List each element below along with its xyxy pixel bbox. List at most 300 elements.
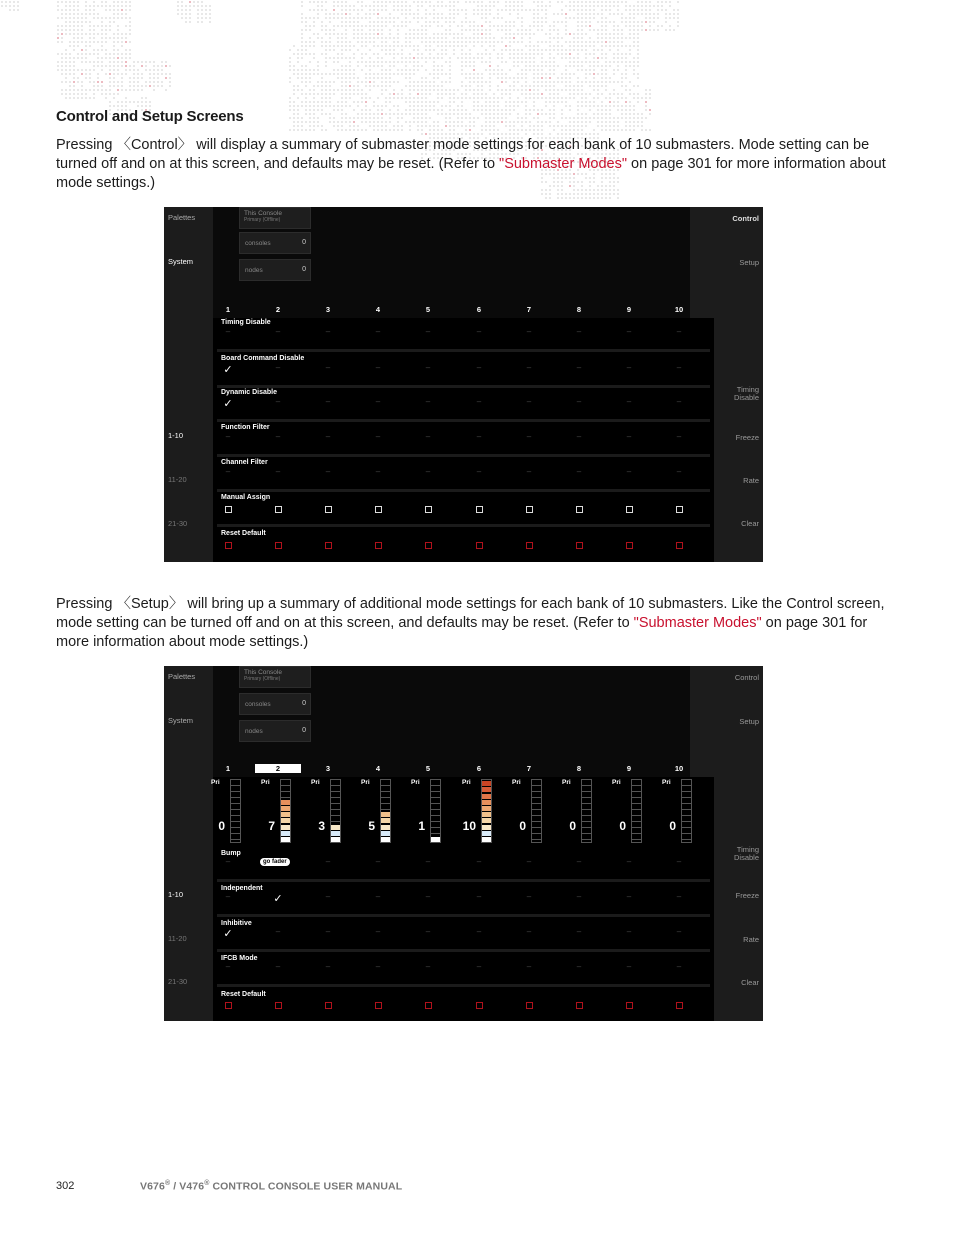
mode-off-dash[interactable]: – (476, 432, 482, 441)
map-dot (533, 25, 535, 27)
checkmark-icon[interactable]: ✓ (223, 364, 233, 376)
map-dot (385, 17, 387, 19)
map-dot (441, 49, 443, 51)
map-dot (529, 37, 531, 39)
setup-softkey[interactable]: Setup (739, 258, 759, 267)
row-divider (217, 349, 710, 352)
checkmark-icon[interactable]: ✓ (223, 928, 233, 940)
mode-off-dash[interactable]: – (476, 467, 482, 476)
bank-11-20-button[interactable]: 11-20 (168, 934, 187, 943)
map-dot (425, 45, 427, 47)
mode-off-dash[interactable]: – (526, 927, 532, 936)
map-dot (477, 5, 479, 7)
mode-off-dash[interactable]: – (275, 467, 281, 476)
mode-off-dash[interactable]: – (375, 327, 381, 336)
map-dot (141, 85, 143, 87)
mode-off-dash[interactable]: – (325, 857, 331, 866)
mode-off-dash[interactable]: – (325, 327, 331, 336)
map-dot (501, 53, 503, 55)
mode-off-dash[interactable]: – (526, 432, 532, 441)
map-dot (381, 69, 383, 71)
mode-off-dash[interactable]: – (325, 397, 331, 406)
freeze-softkey[interactable]: Freeze (735, 433, 759, 442)
rate-softkey[interactable]: Rate (743, 476, 759, 485)
reset-default-box[interactable] (275, 1002, 282, 1009)
map-dot (309, 113, 311, 115)
map-dot (617, 57, 619, 59)
mode-toggle-box[interactable] (576, 506, 583, 513)
mode-off-dash[interactable]: – (425, 397, 431, 406)
map-dot (469, 133, 471, 135)
map-dot (349, 121, 351, 123)
mode-off-dash[interactable]: – (526, 962, 532, 971)
map-dot (325, 61, 327, 63)
map-dot (329, 101, 331, 103)
mode-off-dash[interactable]: – (576, 432, 582, 441)
map-dot (597, 109, 599, 111)
map-dot (365, 105, 367, 107)
map-dot (613, 41, 615, 43)
reset-default-box[interactable] (375, 1002, 382, 1009)
map-dot (601, 5, 603, 7)
column-number-4[interactable]: 4 (375, 305, 381, 314)
mode-off-dash[interactable]: – (325, 363, 331, 372)
mode-off-dash[interactable]: – (375, 397, 381, 406)
map-dot (341, 73, 343, 75)
mode-off-dash[interactable]: – (225, 327, 231, 336)
mode-off-dash[interactable]: – (676, 327, 682, 336)
map-dot (65, 97, 67, 99)
mode-off-dash[interactable]: – (275, 962, 281, 971)
mode-off-dash[interactable]: – (676, 857, 682, 866)
mode-off-dash[interactable]: – (626, 962, 632, 971)
mode-off-dash[interactable]: – (676, 962, 682, 971)
mode-off-dash[interactable]: – (626, 397, 632, 406)
map-dot (361, 97, 363, 99)
mode-off-dash[interactable]: – (375, 467, 381, 476)
column-number-4[interactable]: 4 (375, 764, 381, 773)
mode-off-dash[interactable]: – (626, 432, 632, 441)
map-dot (633, 121, 635, 123)
mode-toggle-box[interactable] (425, 542, 432, 549)
mode-toggle-box[interactable] (626, 542, 633, 549)
map-dot (89, 73, 91, 75)
map-dot (569, 17, 571, 19)
mode-off-dash[interactable]: – (425, 962, 431, 971)
map-dot (413, 29, 415, 31)
map-dot (469, 97, 471, 99)
map-dot (489, 81, 491, 83)
map-dot (9, 9, 11, 11)
map-dot (465, 45, 467, 47)
rate-softkey[interactable]: Rate (743, 935, 759, 944)
map-dot (69, 85, 71, 87)
map-dot (313, 57, 315, 59)
map-dot (369, 109, 371, 111)
column-number-8[interactable]: 8 (576, 305, 582, 314)
mode-off-dash[interactable]: – (325, 467, 331, 476)
map-dot (437, 109, 439, 111)
map-dot (573, 65, 575, 67)
mode-toggle-box[interactable] (676, 506, 683, 513)
mode-off-dash[interactable]: – (225, 467, 231, 476)
column-number-7[interactable]: 7 (526, 764, 532, 773)
map-dot (525, 133, 527, 135)
map-dot (125, 41, 127, 43)
map-dot (61, 9, 63, 11)
mode-toggle-box[interactable] (476, 506, 483, 513)
map-dot (405, 5, 407, 7)
map-dot (597, 73, 599, 75)
submaster-modes-link[interactable]: "Submaster Modes" (499, 156, 628, 172)
column-number-9[interactable]: 9 (626, 764, 632, 773)
map-dot (561, 77, 563, 79)
mode-toggle-box[interactable] (425, 506, 432, 513)
bank-11-20-button[interactable]: 11-20 (168, 475, 187, 484)
checkmark-icon[interactable]: ✓ (223, 398, 233, 410)
map-dot (325, 53, 327, 55)
map-dot (145, 69, 147, 71)
timing-disable-softkey[interactable]: Timing Disable (733, 385, 759, 402)
map-dot (449, 1, 451, 3)
mode-off-dash[interactable]: – (476, 927, 482, 936)
column-number-1[interactable]: 1 (225, 764, 231, 773)
reset-default-box[interactable] (676, 1002, 683, 1009)
map-dot (445, 33, 447, 35)
mode-off-dash[interactable]: – (476, 892, 482, 901)
mode-off-dash[interactable]: – (526, 327, 532, 336)
map-dot (341, 97, 343, 99)
bank-21-30-button[interactable]: 21-30 (168, 977, 188, 986)
mode-off-dash[interactable]: – (676, 467, 682, 476)
mode-off-dash[interactable]: – (526, 467, 532, 476)
column-number-10[interactable]: 10 (674, 305, 684, 314)
map-dot (369, 61, 371, 63)
mode-off-dash[interactable]: – (676, 892, 682, 901)
section-title: Control and Setup Screens (56, 108, 244, 125)
mode-off-dash[interactable]: – (225, 892, 231, 901)
consoles-label: consoles (245, 240, 271, 247)
reset-default-box[interactable] (476, 1002, 483, 1009)
map-dot (489, 5, 491, 7)
mode-off-dash[interactable]: – (425, 327, 431, 336)
map-dot (489, 133, 491, 135)
map-dot (381, 29, 383, 31)
map-dot (469, 21, 471, 23)
mode-off-dash[interactable]: – (576, 892, 582, 901)
clear-softkey[interactable]: Clear (741, 519, 759, 528)
priority-label: Pri (261, 779, 270, 786)
map-dot (629, 93, 631, 95)
map-dot (609, 109, 611, 111)
column-number-6[interactable]: 6 (476, 305, 482, 314)
map-dot (453, 21, 455, 23)
map-dot (401, 45, 403, 47)
mode-off-dash[interactable]: – (425, 432, 431, 441)
mode-off-dash[interactable]: – (375, 363, 381, 372)
map-dot (437, 121, 439, 123)
map-dot (397, 29, 399, 31)
bank-21-30-button[interactable]: 21-30 (168, 519, 188, 528)
map-dot (553, 85, 555, 87)
map-dot (333, 93, 335, 95)
map-dot (129, 9, 131, 11)
mode-off-dash[interactable]: – (576, 397, 582, 406)
mode-off-dash[interactable]: – (626, 467, 632, 476)
mode-off-dash[interactable]: – (576, 363, 582, 372)
clear-softkey[interactable]: Clear (741, 978, 759, 987)
mode-off-dash[interactable]: – (375, 857, 381, 866)
palettes-button[interactable]: Palettes (168, 672, 196, 681)
map-dot (433, 121, 435, 123)
map-dot (509, 5, 511, 7)
column-number-2[interactable]: 2 (255, 764, 301, 773)
mode-off-dash[interactable]: – (676, 432, 682, 441)
map-dot (361, 109, 363, 111)
mode-off-dash[interactable]: – (275, 927, 281, 936)
map-dot (329, 49, 331, 51)
map-dot (97, 5, 99, 7)
timing-disable-softkey[interactable]: Timing Disable (733, 845, 759, 862)
map-dot (413, 97, 415, 99)
map-dot (305, 81, 307, 83)
map-dot (133, 81, 135, 83)
map-dot (321, 93, 323, 95)
freeze-softkey[interactable]: Freeze (735, 891, 759, 900)
map-dot (597, 57, 599, 59)
map-dot (361, 57, 363, 59)
map-dot (561, 89, 563, 91)
mode-toggle-box[interactable] (526, 542, 533, 549)
map-dot (477, 105, 479, 107)
column-number-8[interactable]: 8 (576, 764, 582, 773)
map-dot (525, 81, 527, 83)
map-dot (581, 97, 583, 99)
mode-off-dash[interactable]: – (425, 857, 431, 866)
mode-off-dash[interactable]: – (275, 432, 281, 441)
mode-toggle-box[interactable] (526, 506, 533, 513)
map-dot (569, 97, 571, 99)
control-softkey[interactable]: Control (734, 673, 759, 682)
mode-off-dash[interactable]: – (476, 857, 482, 866)
mode-off-dash[interactable]: – (576, 857, 582, 866)
map-dot (573, 121, 575, 123)
mode-toggle-box[interactable] (676, 542, 683, 549)
mode-toggle-box[interactable] (325, 542, 332, 549)
mode-off-dash[interactable]: – (425, 363, 431, 372)
map-dot (461, 49, 463, 51)
map-dot (433, 109, 435, 111)
reset-default-box[interactable] (325, 1002, 332, 1009)
mode-off-dash[interactable]: – (425, 467, 431, 476)
map-dot (489, 109, 491, 111)
mode-off-dash[interactable]: – (375, 432, 381, 441)
map-dot (553, 93, 555, 95)
mode-off-dash[interactable]: – (526, 857, 532, 866)
mode-off-dash[interactable]: – (526, 363, 532, 372)
map-dot (17, 5, 19, 7)
mode-toggle-box[interactable] (626, 506, 633, 513)
mode-toggle-box[interactable] (325, 506, 332, 513)
mode-off-dash[interactable]: – (275, 327, 281, 336)
mode-off-dash[interactable]: – (476, 363, 482, 372)
mode-off-dash[interactable]: – (375, 927, 381, 936)
mode-off-dash[interactable]: – (676, 927, 682, 936)
bank-1-10-button[interactable]: 1-10 (168, 890, 184, 899)
mode-off-dash[interactable]: – (325, 432, 331, 441)
mode-off-dash[interactable]: – (626, 363, 632, 372)
map-dot (337, 125, 339, 127)
system-button[interactable]: System (168, 257, 194, 266)
mode-off-dash[interactable]: – (526, 892, 532, 901)
mode-off-dash[interactable]: – (225, 962, 231, 971)
reset-default-box[interactable] (225, 1002, 232, 1009)
map-dot (629, 109, 631, 111)
map-dot (369, 97, 371, 99)
column-number-9[interactable]: 9 (626, 305, 632, 314)
mode-off-dash[interactable]: – (275, 397, 281, 406)
mode-toggle-box[interactable] (476, 542, 483, 549)
mode-off-dash[interactable]: – (375, 892, 381, 901)
map-dot (613, 1, 615, 3)
mode-off-dash[interactable]: – (626, 857, 632, 866)
map-dot (93, 1, 95, 3)
mode-off-dash[interactable]: – (476, 962, 482, 971)
map-dot (497, 105, 499, 107)
map-dot (461, 93, 463, 95)
mode-off-dash[interactable]: – (626, 327, 632, 336)
map-dot (313, 105, 315, 107)
map-dot (653, 21, 655, 23)
map-dot (493, 113, 495, 115)
column-number-6[interactable]: 6 (476, 764, 482, 773)
mode-off-dash[interactable]: – (626, 927, 632, 936)
map-dot (81, 25, 83, 27)
map-dot (345, 5, 347, 7)
mode-off-dash[interactable]: – (676, 397, 682, 406)
mode-off-dash[interactable]: – (325, 892, 331, 901)
mode-off-dash[interactable]: – (225, 857, 231, 866)
mode-off-dash[interactable]: – (325, 927, 331, 936)
mode-off-dash[interactable]: – (576, 467, 582, 476)
mode-off-dash[interactable]: – (626, 892, 632, 901)
mode-off-dash[interactable]: – (275, 363, 281, 372)
level-segment (482, 831, 491, 836)
mode-off-dash[interactable]: – (576, 927, 582, 936)
map-dot (461, 25, 463, 27)
mode-off-dash[interactable]: – (576, 327, 582, 336)
map-dot (477, 33, 479, 35)
map-dot (641, 9, 643, 11)
mode-off-dash[interactable]: – (425, 927, 431, 936)
map-dot (377, 105, 379, 107)
reset-default-box[interactable] (425, 1002, 432, 1009)
mode-toggle-box[interactable] (275, 542, 282, 549)
map-dot (481, 133, 483, 135)
mode-toggle-box[interactable] (375, 506, 382, 513)
row-label: Reset Default (221, 530, 266, 537)
column-number-2[interactable]: 2 (275, 305, 281, 314)
column-number-7[interactable]: 7 (526, 305, 532, 314)
map-dot (129, 89, 131, 91)
submaster-modes-link-2[interactable]: "Submaster Modes" (633, 615, 762, 631)
map-dot (593, 105, 595, 107)
map-dot (573, 85, 575, 87)
map-dot (585, 113, 587, 115)
column-number-10[interactable]: 10 (674, 764, 684, 773)
map-dot (305, 65, 307, 67)
mode-toggle-box[interactable] (275, 506, 282, 513)
mode-off-dash[interactable]: – (375, 962, 381, 971)
go-fader-badge[interactable]: go fader (260, 858, 290, 866)
map-dot (461, 73, 463, 75)
map-dot (349, 73, 351, 75)
checkmark-icon[interactable]: ✓ (273, 893, 283, 905)
map-dot (313, 117, 315, 119)
map-dot (625, 113, 627, 115)
reset-default-box[interactable] (576, 1002, 583, 1009)
mode-off-dash[interactable]: – (425, 892, 431, 901)
setup-softkey[interactable]: Setup (739, 717, 759, 726)
map-dot (549, 93, 551, 95)
map-dot (121, 37, 123, 39)
map-dot (601, 193, 603, 195)
manual-title (140, 1180, 402, 1193)
mode-toggle-box[interactable] (225, 542, 232, 549)
bank-1-10-button[interactable]: 1-10 (168, 431, 184, 440)
reset-default-box[interactable] (626, 1002, 633, 1009)
map-dot (389, 69, 391, 71)
map-dot (461, 117, 463, 119)
column-number-1[interactable]: 1 (225, 305, 231, 314)
column-number-5[interactable]: 5 (425, 305, 431, 314)
palettes-button[interactable]: Palettes (168, 213, 196, 222)
map-dot (465, 109, 467, 111)
map-dot (77, 57, 79, 59)
map-dot (585, 193, 587, 195)
map-dot (361, 25, 363, 27)
map-dot (573, 97, 575, 99)
mode-off-dash[interactable]: – (225, 432, 231, 441)
map-dot (289, 109, 291, 111)
mode-toggle-box[interactable] (576, 542, 583, 549)
system-button[interactable]: System (168, 716, 194, 725)
mode-toggle-box[interactable] (225, 506, 232, 513)
map-dot (305, 85, 307, 87)
mode-off-dash[interactable]: – (526, 397, 532, 406)
map-dot (473, 121, 475, 123)
mode-off-dash[interactable]: – (676, 363, 682, 372)
column-number-5[interactable]: 5 (425, 764, 431, 773)
map-dot (573, 5, 575, 7)
map-dot (69, 93, 71, 95)
mode-off-dash[interactable]: – (325, 962, 331, 971)
map-dot (125, 25, 127, 27)
mode-toggle-box[interactable] (375, 542, 382, 549)
map-dot (369, 49, 371, 51)
control-softkey[interactable]: Control (732, 214, 759, 223)
map-dot (493, 105, 495, 107)
map-dot (337, 45, 339, 47)
mode-off-dash[interactable]: – (476, 327, 482, 336)
column-number-3[interactable]: 3 (325, 764, 331, 773)
mode-off-dash[interactable]: – (476, 397, 482, 406)
map-dot (573, 89, 575, 91)
reset-default-box[interactable] (526, 1002, 533, 1009)
column-number-3[interactable]: 3 (325, 305, 331, 314)
map-dot (77, 93, 79, 95)
mode-off-dash[interactable]: – (576, 962, 582, 971)
